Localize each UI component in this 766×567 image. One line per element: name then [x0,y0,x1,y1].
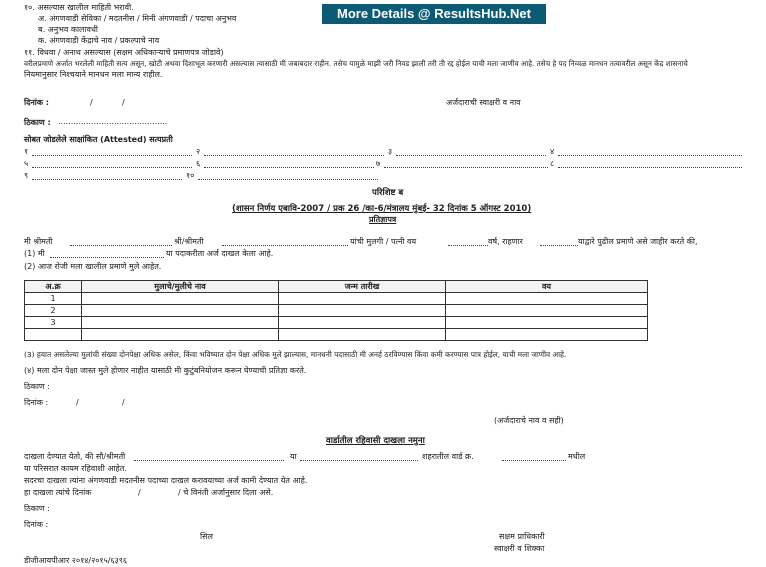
condition-4: (४) मला दोन पेक्षा जास्त मुले होणार नाहीत यासाठी मी कुटुंबनियोजन करून घेण्याची प्रतिज्ञा करते. [24,366,307,375]
applicant-name-signature: (अर्जदाराचे नाव व सही) [494,416,564,425]
table-row [25,293,648,305]
resident-name-line [134,460,284,461]
attested-line-8 [558,167,742,168]
col-age: वय [446,281,648,293]
date-slash-2b: / [122,398,125,407]
applicant-signature-label: अर्जदाराची स्वाक्षरी व नाव [446,98,521,107]
attested-num-6: ६ [196,159,201,168]
affidavit-line1-d: वर्ष, राहणार [488,237,523,246]
attested-num-5: ५ [24,159,29,168]
row-serial: 1 [25,293,82,305]
affidavit-title: प्रतिज्ञापत्र [369,215,397,224]
date-label-1: दिनांक : [24,98,49,107]
guardian-line [222,245,348,246]
date-label-3: दिनांक : [24,520,49,529]
item-10c: क. अंगणवाडी केंद्राचे नाव / प्रकल्पाचे नाव [38,36,160,45]
residence-line1-b: या [290,452,297,461]
residence-certificate-title: वार्डातील रहिवासी दाखला नमुना [326,436,425,446]
table-header-row [25,281,648,293]
declaration-line-2: नियमानुसार निश्चयाने मानधन मला मान्य राहील. [24,70,163,79]
item-10a: अ. अंगणवाडी सेविका / मदतनीस / मिनी अंगणवाडी / पदाचा अनुभव [38,14,237,23]
residence-line3: सदरचा दाखला त्यांना अंगणवाडी मदतनीस पदाच्या दाखल करावयाच्या अर्ज कामी देण्यात येत आहे. [24,476,308,485]
attested-heading: सोबत जोडलेले साक्षांकित (Attested) सत्यप्रती [24,135,173,144]
results-hub-banner[interactable]: More Details @ ResultsHub.Net [322,4,546,24]
seal-label: सिल [200,532,213,541]
table-row [25,305,648,317]
place-label-3: ठिकाण : [24,504,50,513]
document-code: डीजीआयपीआर २०१४/२०१५/६३९६ [24,556,128,565]
col-child-name: मुलाचे/मुलीचे नाव [82,281,279,293]
table-row [25,329,648,341]
name-line [70,245,172,246]
residence-line [540,245,578,246]
residence-line1-d: मधील [568,452,586,461]
affidavit-line1-e: याद्वारे पुढील प्रमाणे असे जाहीर करते की, [578,237,698,246]
attested-num-2: २ [196,147,201,156]
attested-line-9 [32,179,182,180]
affidavit-line1-c: यांची मुलगी / पत्नी वय [350,237,417,246]
item-10b: ब. अनुभव कालावधी [38,25,98,34]
attested-num-8: ८ [550,159,555,168]
item-11: ११. विधवा / अनाथ असल्यास (सक्षम अधिकाऱ्याचे प्रमाणपत्र जोडावे) [24,48,224,57]
residence-line2: या परिसरात कायम रहिवाशी आहेत. [24,464,127,473]
place-label-1: ठिकाण : [24,118,51,127]
annex-title: परिशिष्ट ब [372,188,404,198]
city-line [300,460,418,461]
attested-line-5 [32,167,192,168]
residence-line4-c: / चे विनंती अर्जानुसार दिला असे. [178,488,274,497]
item-10: १०. असल्यास खालील माहिती भरावी. [24,3,134,12]
attested-line-7 [384,167,548,168]
row-serial: 2 [25,305,82,317]
residence-line4-b: / [138,488,141,497]
attested-line-1 [32,155,192,156]
government-resolution: (शासन निर्णय एबावि-2007 / प्रक 26 /का-6/मंत्रालय मुंबई- 32 दिनांक 5 ऑगस्ट 2010) [232,204,532,214]
residence-line1-a: दाखला देण्यात येतो, की सौ/श्रीमती [24,452,126,461]
condition-3: (3) हयात असलेल्या मुलांची संख्या दोनपेक्षा अधिक असेल, किंवा भविष्यात दोन पेक्षा अधिक मुले झाल्यास, मानधनी पदासाठी मी अनर्ह ठरविण्यास किंवा कमी करण्यास पात्र होईल, याची मला जाणीव आहे. [24,350,567,359]
attested-num-4: ४ [550,147,555,156]
date-slash-1b: / [122,98,125,107]
attested-num-7: ७ [376,159,381,168]
ward-line [502,460,566,461]
competent-authority: सक्षम प्राधिकारी [499,532,545,541]
date-label-2: दिनांक : [24,398,49,407]
attested-num-1: १ [24,147,29,156]
post-line [50,257,164,258]
date-slash-2a: / [76,398,79,407]
residence-line1-c: शहरातील वार्ड क्र. [422,452,474,461]
attested-line-4 [558,155,742,156]
attested-num-10: १० [186,171,195,180]
affidavit-line2-b: या पदाकरीता अर्ज दाखल केला आहे. [166,249,274,258]
residence-line4-a: हा दाखला त्यांचे दिनांक [24,488,92,497]
attested-num-9: ९ [24,171,29,180]
affidavit-line3: (2) आज रोजी मला खालील प्रमाणे मुले आहेत. [24,262,162,271]
col-serial: अ.क्र [25,281,82,293]
affidavit-line1-a: मी श्रीमती [24,237,53,246]
attested-line-6 [204,167,374,168]
attested-line-3 [396,155,546,156]
attested-num-3: ३ [388,147,393,156]
date-slash-1a: / [90,98,93,107]
place-dots-1: ........................................... [58,117,168,126]
attested-line-2 [204,155,384,156]
row-serial: 3 [25,317,82,329]
attested-line-10 [198,179,378,180]
table-row [25,317,648,329]
children-table [24,280,648,341]
place-label-2: ठिकाण : [24,382,50,391]
age-line [448,245,488,246]
signature-and-stamp: स्वाक्षरी व शिक्का [494,544,545,553]
affidavit-line2-a: (1) मी [24,249,45,258]
col-birth-date: जन्म तारीख [279,281,446,293]
affidavit-line1-b: श्री/श्रीमती [174,237,204,246]
declaration-line-1: वरीलप्रमाणे अर्जात भरलेली माहिती सत्य असून, खोटी अथवा दिशाभूल करणारी असल्यास त्यासाठी मी जबाबदार राहीन. तसेच यामुळे माझी जरी निवड झाली तरी ती रद्द होईल याची मला जाणीव आहे. तसेच हे पद निव्वळ मानधन तत्वावरील असून केंद्र शासनाचे [24,59,688,68]
